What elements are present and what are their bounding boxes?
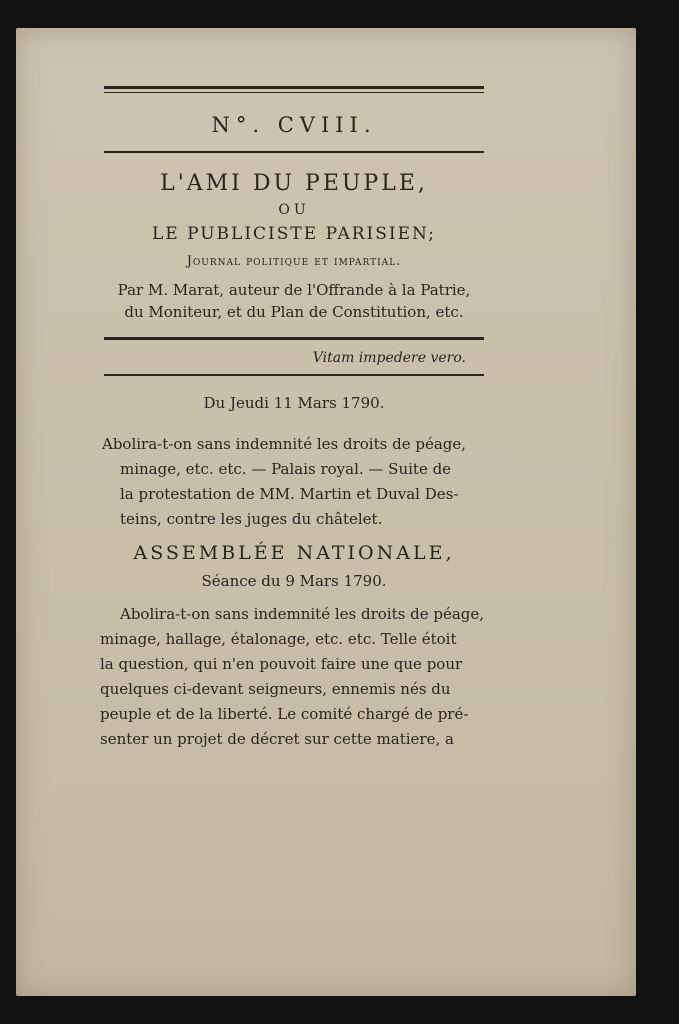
document-page: [16, 28, 636, 996]
body-line: quelques ci-devant seigneurs, ennemis nés du: [100, 680, 451, 698]
author-line: Par M. Marat, auteur de l'Offrande à la Patrie,: [117, 281, 471, 299]
page-content: [100, 86, 485, 752]
body-line: peuple et de la liberté. Le comité chargé de pré-: [100, 705, 469, 723]
summary-line: la protestation de MM. Martin et Duval Des-: [120, 485, 459, 503]
author-statement: [104, 279, 484, 323]
session-date: Séance du 9 Mars 1790.: [201, 572, 387, 590]
issue-number: N°. CVIII.: [211, 113, 377, 137]
title-conjunction: OU: [278, 202, 310, 218]
header-rule: [104, 151, 484, 153]
body-line: minage, hallage, étalonage, etc. etc. Telle étoit: [100, 630, 457, 648]
newspaper-title: L'AMI DU PEUPLE,: [160, 171, 428, 196]
author-line: du Moniteur, et du Plan de Constitution, etc.: [124, 303, 464, 321]
summary-line: teins, contre les juges du châtelet.: [120, 510, 383, 528]
newspaper-subtitle: LE PUBLICISTE PARISIEN;: [151, 224, 437, 244]
summary-line: minage, etc. etc. — Palais royal. — Suite de: [120, 460, 452, 478]
motto: Vitam impedere vero.: [312, 350, 466, 366]
issue-date: Du Jeudi 11 Mars 1790.: [203, 394, 385, 412]
journal-description: Journal politique et impartial.: [186, 254, 402, 269]
article-body: [100, 602, 486, 752]
body-line: senter un projet de décret sur cette matiere, a: [100, 730, 454, 748]
section-heading: ASSEMBLÉE NATIONALE,: [133, 542, 455, 564]
issue-summary: [102, 432, 488, 532]
top-double-rule: [104, 86, 484, 93]
summary-line: Abolira-t-on sans indemnité les droits de péage,: [102, 435, 467, 453]
motto-bottom-rule: [104, 374, 484, 376]
body-line: la question, qui n'en pouvoit faire une que pour: [100, 655, 463, 673]
body-line: Abolira-t-on sans indemnité les droits de péage,: [120, 605, 485, 623]
